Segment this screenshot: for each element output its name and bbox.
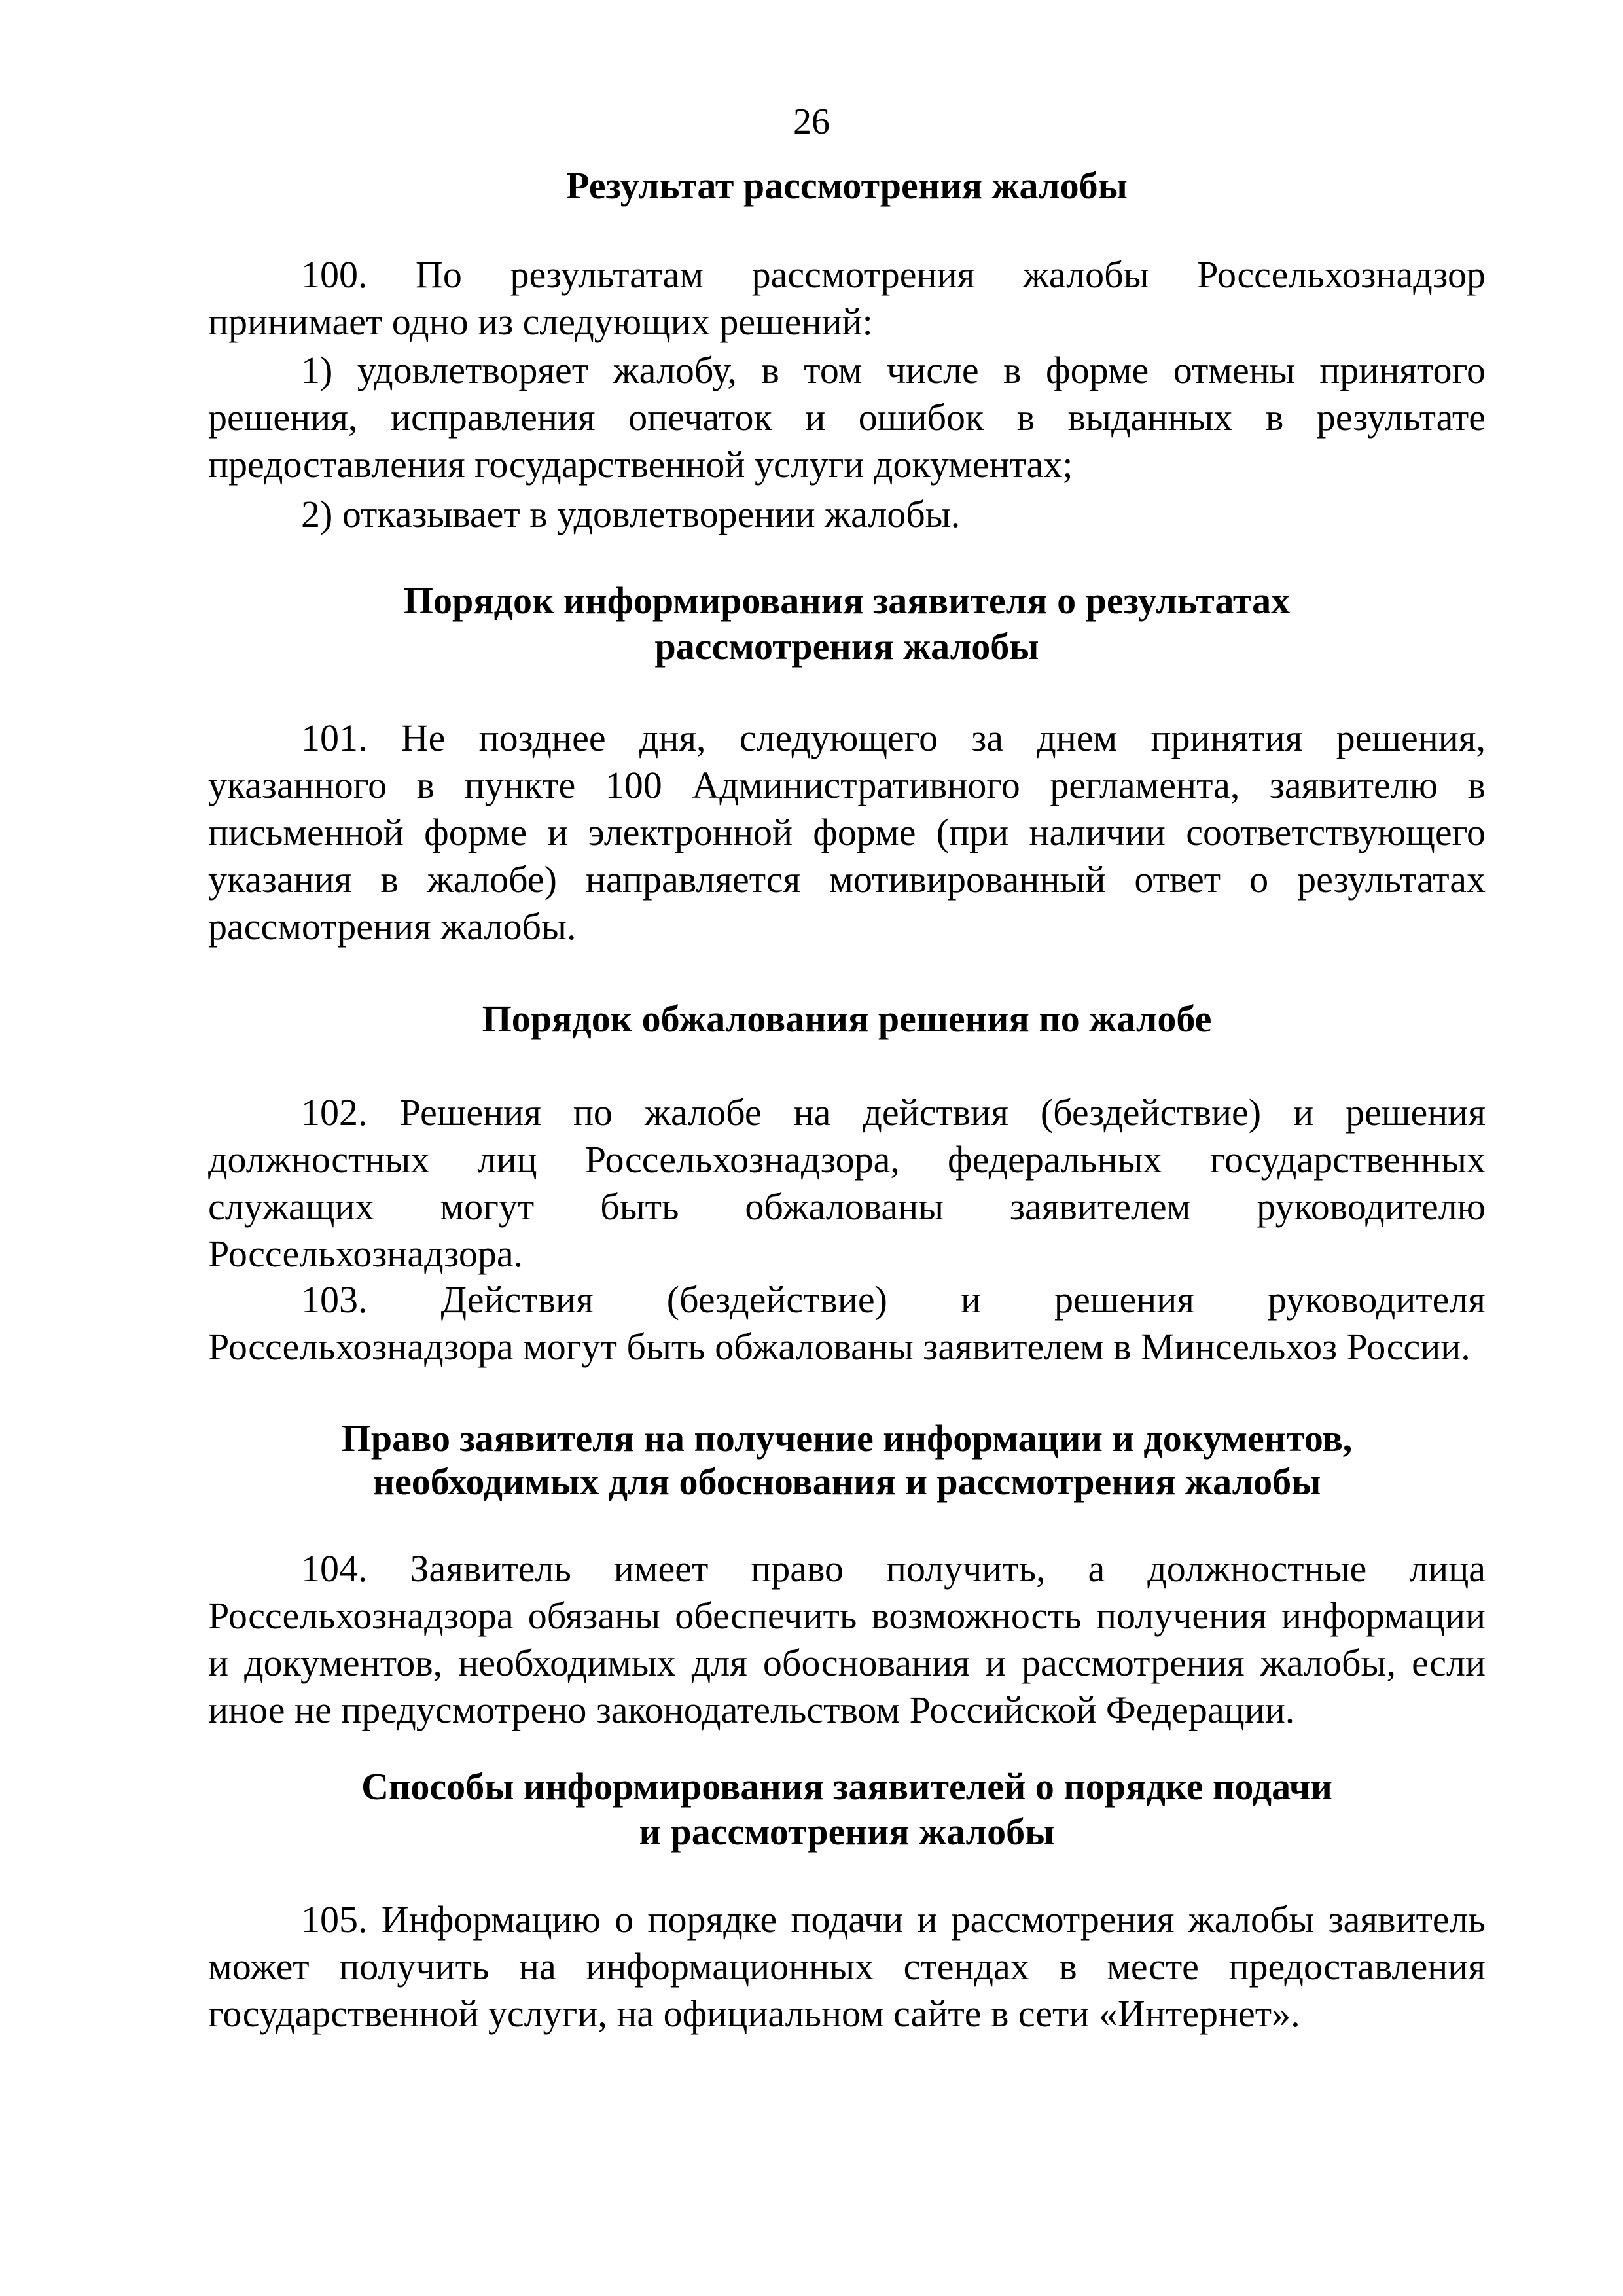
section-heading: рассмотрения жалобы [654, 625, 1039, 668]
section-heading: Способы информирования заявителей о порядке подачи [361, 1765, 1332, 1808]
section-heading: Порядок информирования заявителя о результатах [403, 579, 1291, 622]
paragraph-line: решения, исправления опечаток и ошибок в выданных в результате [208, 396, 1486, 439]
paragraph-line: государственной услуги, на официальном сайте в сети «Интернет». [208, 1992, 1300, 2035]
paragraph-line: 103. Действия (бездействие) и решения руководителя [301, 1278, 1486, 1321]
paragraph-line: предоставления государственной услуги документах; [208, 443, 1073, 486]
paragraph-line: Россельхознадзора могут быть обжалованы заявителем в Минсельхоз России. [208, 1325, 1471, 1368]
paragraph-line: указанного в пункте 100 Административного регламента, заявителю в [208, 764, 1486, 806]
paragraph-line: может получить на информационных стендах в месте предоставления [208, 1945, 1486, 1988]
paragraph-line: должностных лиц Россельхознадзора, федеральных государственных [208, 1138, 1486, 1181]
section-heading: Порядок обжалования решения по жалобе [482, 997, 1212, 1040]
paragraph-line: служащих могут быть обжалованы заявителем руководителю [208, 1185, 1486, 1228]
paragraph-line: и документов, необходимых для обоснования и рассмотрения жалобы, если [208, 1641, 1486, 1684]
paragraph-line: Россельхознадзора обязаны обеспечить возможность получения информации [208, 1594, 1486, 1637]
paragraph-line: 102. Решения по жалобе на действия (бездействие) и решения [301, 1091, 1486, 1134]
section-heading: Результат рассмотрения жалобы [566, 164, 1128, 207]
paragraph-line: 1) удовлетворяет жалобу, в том числе в форме отмены принятого [301, 349, 1486, 391]
paragraph-line: рассмотрения жалобы. [208, 905, 577, 948]
section-heading: Право заявителя на получение информации и документов, [341, 1417, 1353, 1460]
paragraph-line: 104. Заявитель имеет право получить, а должностные лица [301, 1547, 1486, 1590]
section-heading: и рассмотрения жалобы [639, 1810, 1055, 1853]
paragraph-line: 105. Информацию о порядке подачи и рассмотрения жалобы заявитель [301, 1898, 1486, 1941]
paragraph-line: 100. По результатам рассмотрения жалобы Россельхознадзор [301, 253, 1486, 296]
paragraph-line: письменной форме и электронной форме (при наличии соответствующего [208, 811, 1486, 853]
section-heading: необходимых для обоснования и рассмотрения жалобы [372, 1460, 1321, 1503]
paragraph-line: 101. Не позднее дня, следующего за днем принятия решения, [301, 717, 1486, 759]
paragraph-line: 2) отказывает в удовлетворении жалобы. [301, 493, 961, 535]
paragraph-line: иное не предусмотрено законодательством Российской Федерации. [208, 1689, 1295, 1731]
paragraph-line: принимает одно из следующих решений: [208, 300, 873, 343]
page-number: 26 [793, 101, 830, 142]
paragraph-line: указания в жалобе) направляется мотивированный ответ о результатах [208, 858, 1486, 901]
paragraph-line: Россельхознадзора. [208, 1232, 524, 1275]
